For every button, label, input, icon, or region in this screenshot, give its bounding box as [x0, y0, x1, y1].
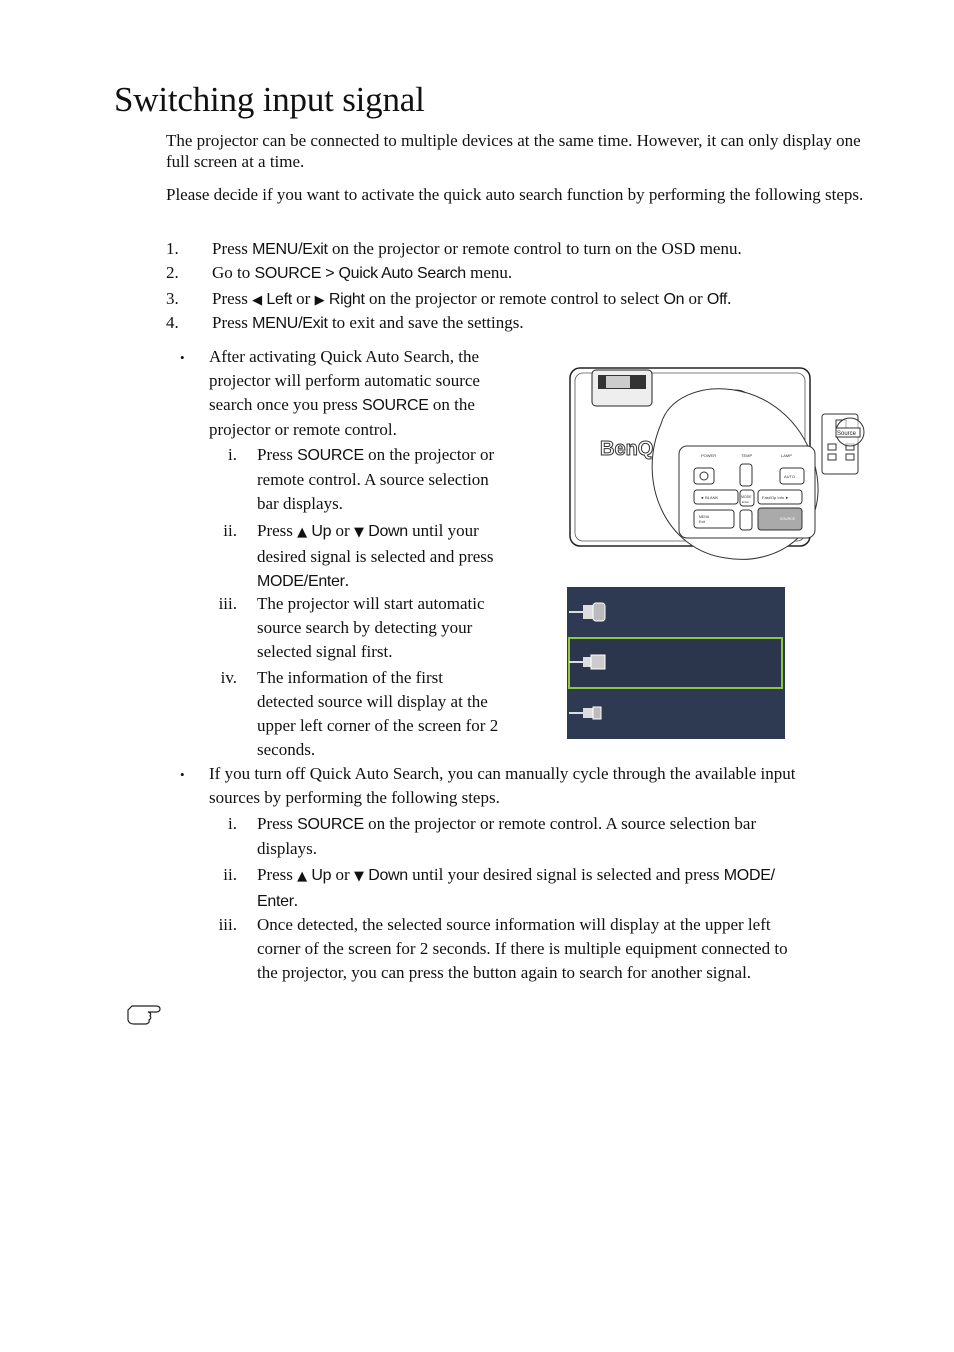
- note-hand-icon: [126, 1004, 162, 1026]
- bullet-marker: •: [180, 767, 185, 782]
- source-selection-bar: [567, 587, 785, 739]
- intro-paragraph-2: Please decide if you want to activate the quick auto search function by performing the following steps.: [166, 185, 864, 204]
- projector-illustration: [566, 362, 866, 567]
- page-title: Switching input signal: [114, 80, 425, 119]
- right-arrow-icon: ▶: [314, 293, 325, 308]
- svg-text:LAMP: LAMP: [781, 453, 792, 458]
- svg-text:Exit: Exit: [699, 520, 705, 524]
- remote-source-button: Source: [837, 431, 857, 437]
- bullet-1-text: After activating Quick Auto Search, the projector will perform automatic source search once you press SOURCE on the projector or remote control.: [209, 347, 480, 439]
- down-arrow-icon: ▼: [353, 869, 364, 884]
- svg-text:Fast/Op Info ►: Fast/Op Info ►: [762, 495, 790, 500]
- source-menu-path: SOURCE > Quick Auto Search: [254, 265, 466, 282]
- menu-exit-key: MENU/Exit: [252, 241, 328, 258]
- left-arrow-icon: ◀: [252, 293, 263, 308]
- svg-text:◄ BLANK: ◄ BLANK: [700, 495, 719, 500]
- svg-text:TEMP: TEMP: [741, 453, 753, 458]
- intro-paragraph-1: The projector can be connected to multiple devices at the same time. However, it can only display one full screen at a time.: [166, 131, 861, 171]
- menu-exit-key: MENU/Exit: [252, 315, 328, 332]
- up-arrow-icon: ▲: [297, 869, 308, 884]
- benq-logo: BenQ: [600, 438, 654, 460]
- bullet-2-text: If you turn off Quick Auto Search, you can manually cycle through the available input sources by performing the following steps.: [209, 764, 796, 807]
- up-arrow-icon: ▲: [297, 525, 308, 540]
- svg-text:MODE: MODE: [741, 495, 752, 499]
- svg-text:SOURCE: SOURCE: [780, 517, 795, 521]
- svg-text:POWER: POWER: [701, 453, 717, 458]
- power-button: [694, 468, 714, 484]
- svg-text:AUTO: AUTO: [784, 474, 796, 479]
- bullet-marker: •: [180, 350, 185, 365]
- down-arrow-icon: ▼: [353, 525, 364, 540]
- svg-text:Enter: Enter: [742, 500, 750, 504]
- svg-text:MENU: MENU: [699, 515, 710, 519]
